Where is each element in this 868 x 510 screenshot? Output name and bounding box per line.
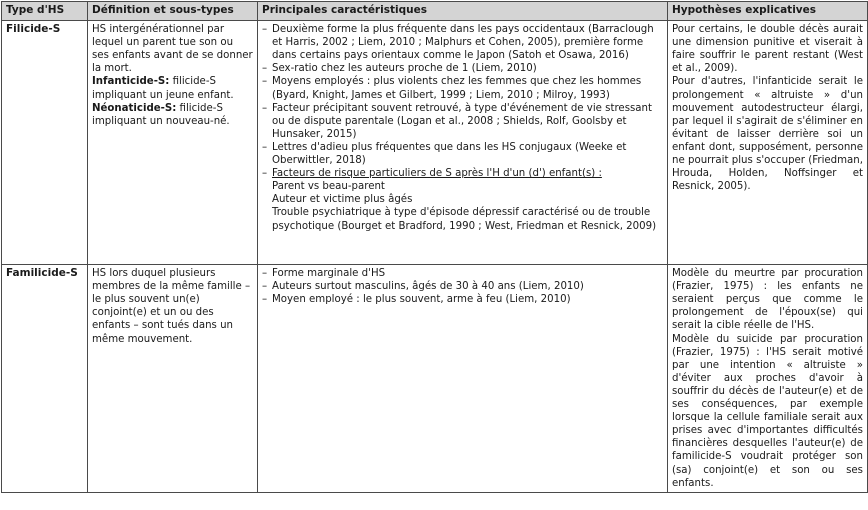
list-item: – Sex-ratio chez les auteurs proche de 1 (Liem, 2010) <box>262 62 663 75</box>
type-cell: Filicide-S <box>2 21 88 265</box>
hypothesis: Modèle du suicide par procuration (Frazier, 1975) : l'HS serait motivé par une intention « altruiste » d'éviter aux proches d'avoir à souffrir du décès de l'auteur(e) et de ses conséquences, par exemple lorsque la cellule familiale serait aux prises avec d'importantes difficultés financières desquelles l'auteur(e) de familicide-S voudrait protéger son (sa) conjoint(e) et son ou ses enfants. <box>672 333 863 489</box>
header-type: Type d'HS <box>2 2 88 21</box>
hypothesis: Modèle du meurtre par procuration (Frazier, 1975) : les enfants ne seraient perçus que comme le prolongement de l'époux(se) qui serait la cible réelle de l'HS. <box>672 268 863 332</box>
list-item: – Moyens employés : plus violents chez les femmes que chez les hommes (Byard, Knight, James et Gilbert, 1999 ; Liem, 2010 ; Milroy, 1993) <box>262 75 663 101</box>
subtype-text: filicide-S impliquant un jeune enfant. <box>92 76 234 101</box>
list-item <box>262 167 663 180</box>
subtype-neonaticide <box>92 102 253 128</box>
type-cell: Familicide-S <box>2 265 88 493</box>
subtype-text: filicide-S impliquant un nouveau-né. <box>92 102 230 127</box>
risk-factor: Parent vs beau-parent <box>272 181 385 193</box>
hypotheses-cell <box>668 21 868 265</box>
list-item: – Auteurs surtout masculins, âgés de 30 à 40 ans (Liem, 2010) <box>262 280 663 293</box>
subtype-infanticide <box>92 75 253 101</box>
characteristics-list <box>262 23 663 180</box>
definition-cell <box>88 265 258 493</box>
hypothesis: Pour d'autres, l'infanticide serait le prolongement « altruiste » d'un mouvement autodestructeur élargi, par lequel il s'agirait de s'éliminer en évitant de laisser derrière soi un enfant dont, supposément, personne ne pourrait plus s'occuper (Friedman, Hrouda, Holden, Noffsinger et Resnick, 2005). <box>672 76 863 193</box>
table-row-filicide <box>2 21 868 265</box>
risk-factor: Trouble psychiatrique à type d'épisode dépressif caractérisé ou de trouble psychotique (Bourget et Bradford, 1990 ; West, Friedman et Resnick, 2009) <box>272 207 657 232</box>
list-item: – Facteur précipitant souvent retrouvé, à type d'événement de vie stressant ou de dispute parentale (Logan et al., 2008 ; Shields, Rolf, Goolsby et Hunsaker, 2015) <box>262 102 663 141</box>
characteristics-cell <box>258 21 668 265</box>
characteristics-list <box>262 267 663 306</box>
hypothesis: Pour certains, le double décès aurait une dimension punitive et viserait à faire souffrir le parent restant (West et al., 2009). <box>672 24 863 75</box>
definition-intro: HS intergénérationnel par lequel un parent tue son ou ses enfants avant de se donner la mort. <box>92 24 253 75</box>
hs-types-table <box>1 1 868 493</box>
list-item: – Lettres d'adieu plus fréquentes que dans les HS conjugaux (Weeke et Oberwittler, 2018) <box>262 141 663 167</box>
list-item: – Moyen employé : le plus souvent, arme à feu (Liem, 2010) <box>262 293 663 306</box>
header-row <box>2 2 868 21</box>
subtype-term: Infanticide-S: <box>92 76 170 88</box>
list-item: – Forme marginale d'HS <box>262 267 663 280</box>
header-hypotheses: Hypothèses explicatives <box>668 2 868 21</box>
header-definition: Définition et sous-types <box>88 2 258 21</box>
definition-cell <box>88 21 258 265</box>
characteristics-cell <box>258 265 668 493</box>
list-item: – Deuxième forme la plus fréquente dans les pays occidentaux (Barraclough et Harris, 2002 ; Liem, 2010 ; Malphurs et Cohen, 2005), première forme dans certains pays orientaux comme le Japon (Satoh et Osawa, 2016) <box>262 23 663 62</box>
table-row-familicide <box>2 265 868 493</box>
definition-intro: HS lors duquel plusieurs membres de la même famille – le plus souvent un(e) conjoint(e) et un ou des enfants – sont tués dans un même mouvement. <box>92 268 251 345</box>
header-characteristics: Principales caractéristiques <box>258 2 668 21</box>
subtype-term: Néonaticide-S: <box>92 102 177 114</box>
hypotheses-cell <box>668 265 868 493</box>
risk-factor: Auteur et victime plus âgés <box>272 194 413 206</box>
risk-factors-title: Facteurs de risque particuliers de S après l'H d'un (d') enfant(s) : <box>272 168 602 180</box>
